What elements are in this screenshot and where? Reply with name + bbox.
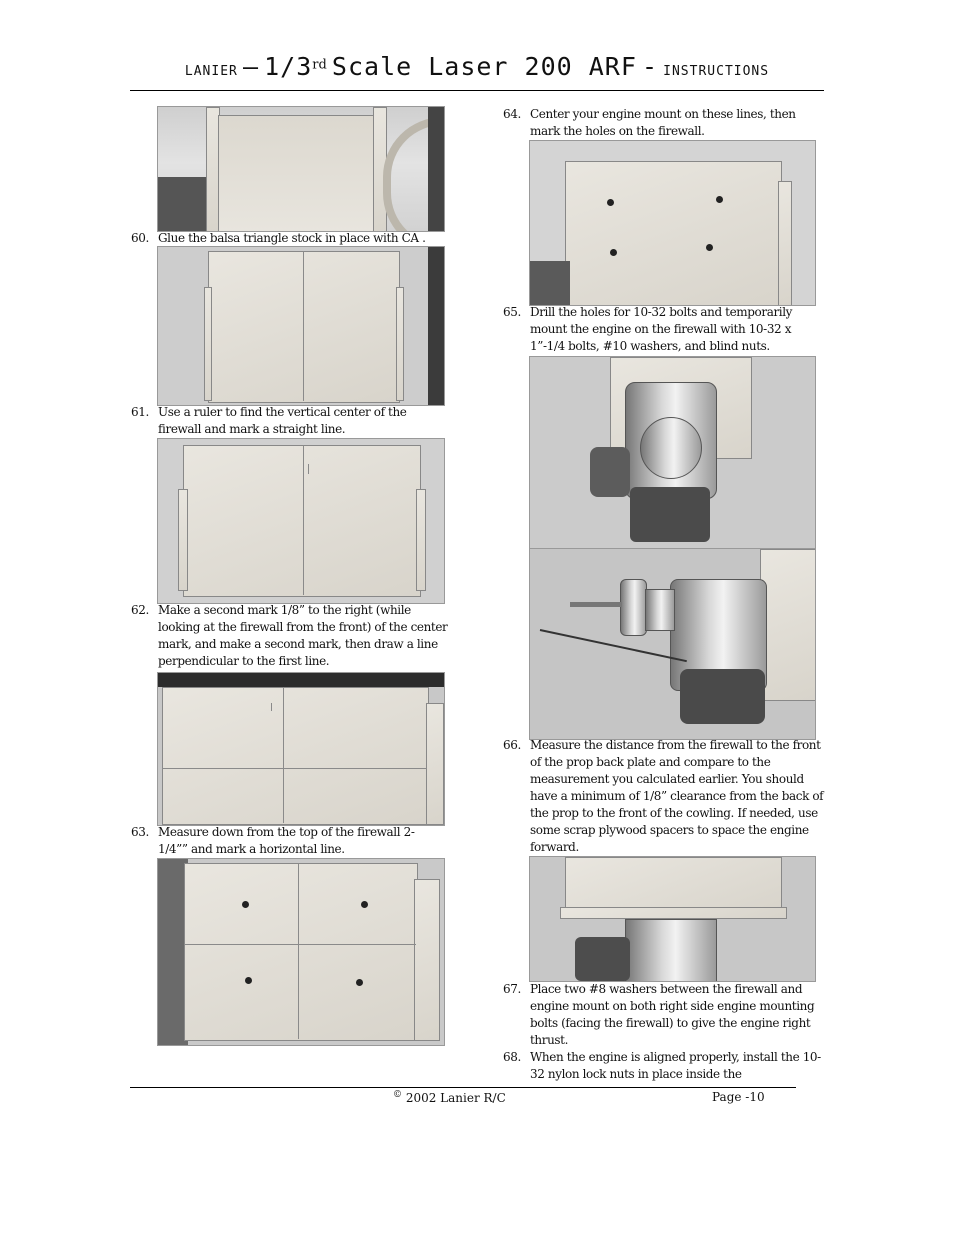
step-text: When the engine is aligned properly, install the 10-32 nylon lock nuts in place inside the (530, 1050, 821, 1081)
step-text: Measure the distance from the firewall to the front of the prop back plate and compare to the measurement you calculated earlier. You should have a minimum of 1/8” clearance from the back of the prop to the front of the cowling. If needed, use some scrap plywood spacers to space the engine forward. (530, 738, 824, 854)
copyright-symbol: © (393, 1090, 402, 1100)
footer-copyright (393, 1090, 506, 1105)
step-text: Glue the balsa triangle stock in place with CA . (158, 231, 426, 245)
header-title-part1: 1/3 (264, 52, 313, 81)
header-suffix: INSTRUCTIONS (663, 64, 770, 79)
step-number: 63. (131, 825, 149, 839)
header-title-part2: Scale Laser 200 ARF (331, 52, 637, 81)
photo-step-64 (529, 140, 816, 306)
page-number: Page -10 (712, 1090, 765, 1104)
step-text: Center your engine mount on these lines, then mark the holes on the firewall. (530, 107, 796, 138)
step-number: 64. (503, 107, 521, 121)
photo-step-60 (157, 106, 445, 232)
photo-step-64-left (157, 858, 445, 1046)
header-title-sup: rd (312, 57, 327, 73)
header-dash-2: - (642, 52, 659, 81)
step-number: 66. (503, 738, 521, 752)
photo-step-63 (157, 672, 445, 826)
header-brand: LANIER (184, 64, 238, 79)
step-number: 67. (503, 982, 521, 996)
photo-step-65-a (529, 356, 816, 550)
step-number: 61. (131, 405, 149, 419)
step-number: 60. (131, 231, 149, 245)
step-number: 62. (131, 603, 149, 617)
step-text: Drill the holes for 10-32 bolts and temporarily mount the engine on the firewall with 10-32 x 1”-1/4 bolts, #10 washers, and blind nuts. (530, 305, 793, 353)
copyright-text: 2002 Lanier R/C (405, 1091, 506, 1105)
photo-step-62 (157, 438, 445, 604)
step-text: Make a second mark 1/8” to the right (while looking at the firewall from the front) of the center mark, and make a second mark, then draw a line perpendicular to the first line. (158, 603, 448, 668)
step-text: Measure down from the top of the firewall 2-1/4”” and mark a horizontal line. (158, 825, 415, 856)
photo-step-66 (529, 856, 816, 982)
page-header (130, 52, 824, 91)
photo-step-61 (157, 246, 445, 406)
step-number: 65. (503, 305, 521, 319)
step-text: Use a ruler to find the vertical center of the firewall and mark a straight line. (158, 405, 407, 436)
header-dash: – (242, 52, 260, 81)
step-number: 68. (503, 1050, 521, 1064)
footer-divider (130, 1087, 796, 1088)
step-text: Place two #8 washers between the firewall and engine mount on both right side engine mounting bolts (facing the firewall) to give the engine right thrust. (530, 982, 815, 1047)
photo-step-65-b (529, 548, 816, 740)
